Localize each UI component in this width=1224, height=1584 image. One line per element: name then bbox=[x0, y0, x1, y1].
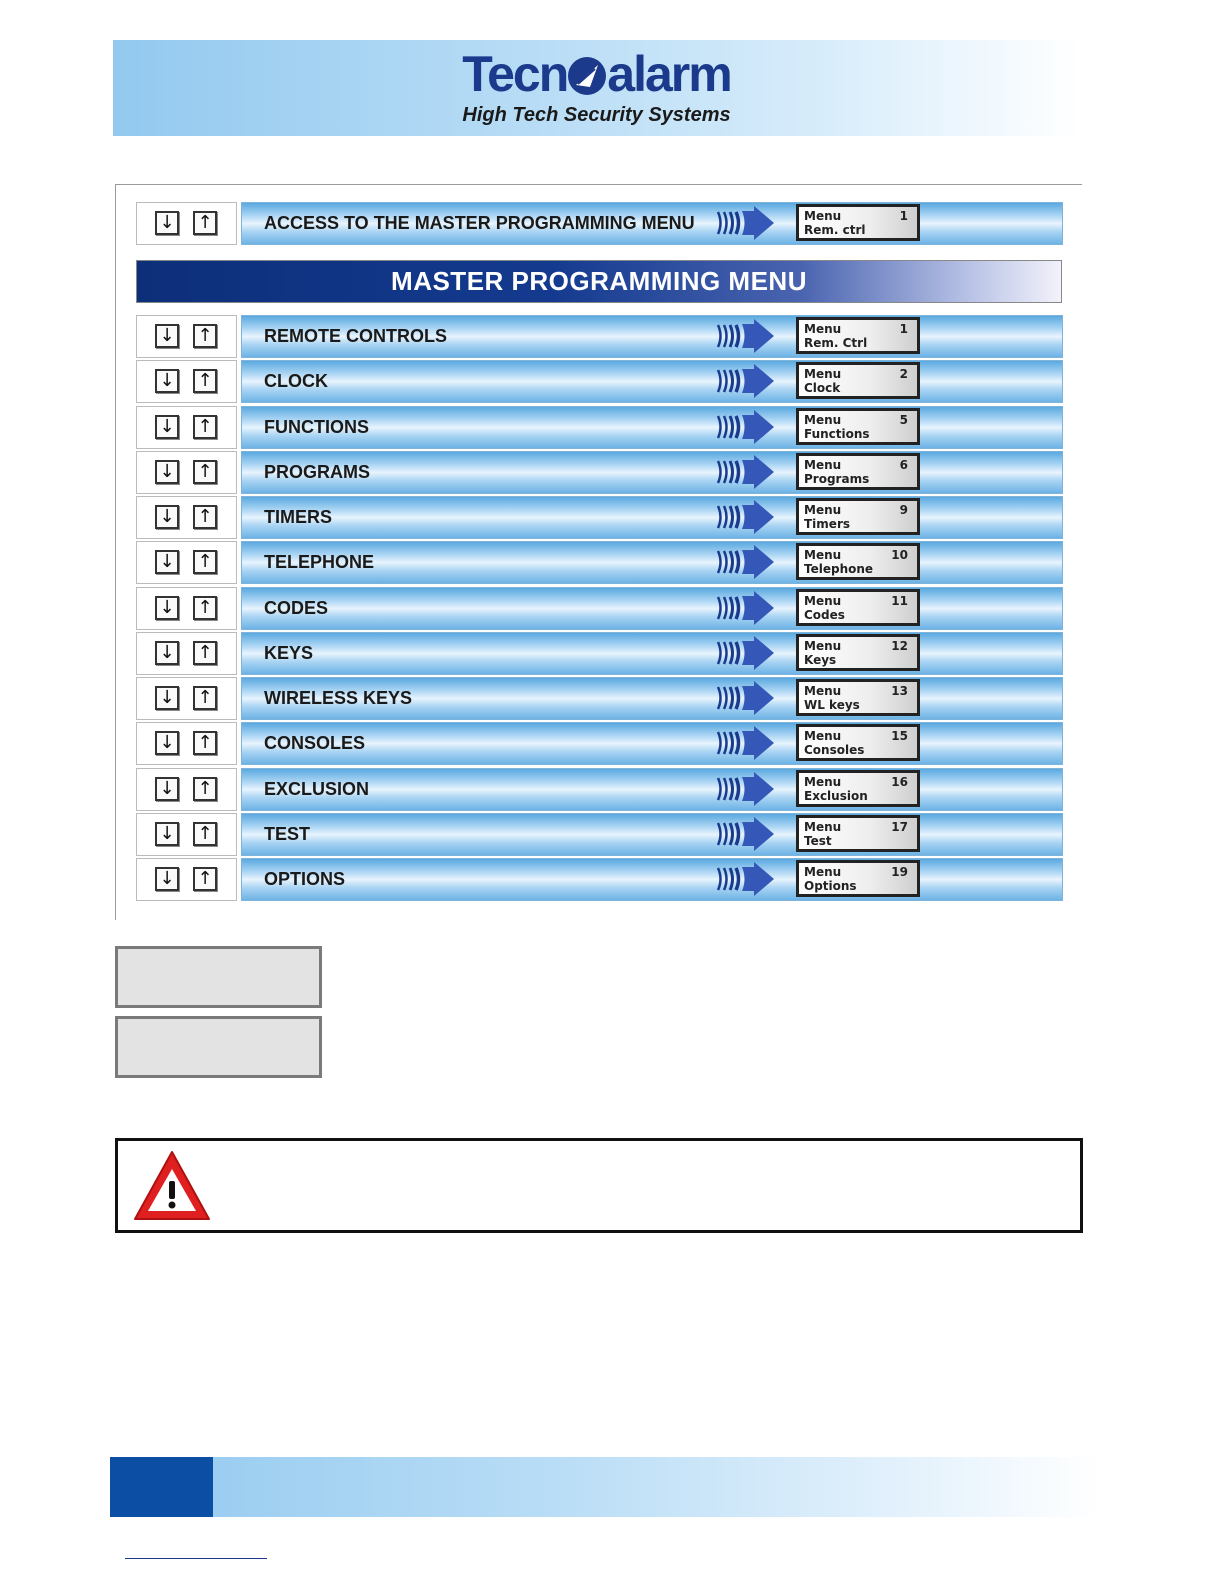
up-arrow-key-icon: ↑ bbox=[193, 731, 217, 755]
down-arrow-key-icon: ↓ bbox=[155, 641, 179, 665]
row-label: KEYS bbox=[264, 643, 314, 663]
down-arrow-key-icon: ↓ bbox=[155, 211, 179, 235]
up-arrow-key-icon: ↑ bbox=[193, 641, 217, 665]
key-cell bbox=[136, 315, 237, 358]
menu-display bbox=[796, 724, 920, 761]
menu-display bbox=[796, 860, 920, 897]
menu-row bbox=[136, 768, 1062, 811]
key-cell bbox=[136, 541, 237, 584]
down-arrow-key-icon: ↓ bbox=[155, 596, 179, 620]
menu-row bbox=[136, 360, 1062, 403]
menu-number: 10 bbox=[891, 548, 908, 562]
chevron-arrow-icon bbox=[714, 319, 776, 358]
up-arrow-key-icon: ↑ bbox=[193, 822, 217, 846]
key-cell bbox=[136, 360, 237, 403]
up-arrow-key-icon: ↑ bbox=[193, 686, 217, 710]
menu-name: Rem. ctrl bbox=[804, 223, 866, 237]
menu-row bbox=[136, 451, 1062, 494]
menu-name: Timers bbox=[804, 517, 851, 531]
menu-word: Menu bbox=[804, 548, 842, 562]
up-arrow-key-icon: ↑ bbox=[193, 505, 217, 529]
menu-name: Exclusion bbox=[804, 789, 868, 803]
menu-word: Menu bbox=[804, 413, 842, 427]
menu-display bbox=[796, 634, 920, 671]
key-cell bbox=[136, 768, 237, 811]
chevron-arrow-icon bbox=[714, 500, 776, 539]
menu-number: 1 bbox=[899, 322, 908, 336]
menu-number: 19 bbox=[891, 865, 908, 879]
key-cell bbox=[136, 858, 237, 901]
menu-display bbox=[796, 453, 920, 490]
menu-display bbox=[796, 543, 920, 580]
menu-word: Menu bbox=[804, 322, 842, 336]
menu-number: 16 bbox=[891, 775, 908, 789]
down-arrow-key-icon: ↓ bbox=[155, 415, 179, 439]
menu-row bbox=[136, 722, 1062, 765]
menu-bar bbox=[241, 858, 1063, 901]
menu-word: Menu bbox=[804, 458, 842, 472]
row-label: TEST bbox=[264, 824, 311, 844]
menu-number: 11 bbox=[891, 594, 908, 608]
menu-display bbox=[796, 408, 920, 445]
menu-number: 6 bbox=[899, 458, 908, 472]
menu-row bbox=[136, 406, 1062, 449]
menu-number: 1 bbox=[899, 209, 908, 223]
row-label: ACCESS TO THE MASTER PROGRAMMING MENU bbox=[264, 213, 695, 233]
menu-name: Consoles bbox=[804, 743, 865, 757]
menu-bar bbox=[241, 813, 1063, 856]
row-label: FUNCTIONS bbox=[264, 417, 369, 437]
down-arrow-key-icon: ↓ bbox=[155, 324, 179, 348]
menu-row bbox=[136, 587, 1062, 630]
menu-name: Functions bbox=[804, 427, 870, 441]
menu-word: Menu bbox=[804, 209, 842, 223]
logo-text-left: Tecn bbox=[462, 46, 568, 102]
up-arrow-key-icon: ↑ bbox=[193, 211, 217, 235]
menu-row bbox=[136, 315, 1062, 358]
menu-name: WL keys bbox=[804, 698, 860, 712]
menu-row bbox=[136, 858, 1062, 901]
menu-name: Codes bbox=[804, 608, 845, 622]
down-arrow-key-icon: ↓ bbox=[155, 822, 179, 846]
chevron-arrow-icon bbox=[714, 410, 776, 449]
display-box-1 bbox=[115, 946, 322, 1008]
menu-word: Menu bbox=[804, 684, 842, 698]
menu-name: Telephone bbox=[804, 562, 874, 576]
menu-display bbox=[796, 362, 920, 399]
menu-bar bbox=[241, 677, 1063, 720]
chevron-arrow-icon bbox=[714, 636, 776, 675]
menu-word: Menu bbox=[804, 503, 842, 517]
menu-bar bbox=[241, 451, 1063, 494]
menu-name: Clock bbox=[804, 381, 841, 395]
menu-name: Test bbox=[804, 834, 832, 848]
row-label: CLOCK bbox=[264, 371, 328, 391]
down-arrow-key-icon: ↓ bbox=[155, 550, 179, 574]
menu-bar bbox=[241, 632, 1063, 675]
key-cell bbox=[136, 202, 237, 245]
warning-box bbox=[115, 1138, 1083, 1233]
header-banner bbox=[113, 40, 1080, 136]
up-arrow-key-icon: ↑ bbox=[193, 324, 217, 348]
chevron-arrow-icon bbox=[714, 726, 776, 765]
menu-display bbox=[796, 770, 920, 807]
key-cell bbox=[136, 677, 237, 720]
key-cell bbox=[136, 813, 237, 856]
key-cell bbox=[136, 587, 237, 630]
menu-display bbox=[796, 498, 920, 535]
footer-page-block bbox=[110, 1457, 213, 1517]
down-arrow-key-icon: ↓ bbox=[155, 505, 179, 529]
up-arrow-key-icon: ↑ bbox=[193, 369, 217, 393]
row-label: TELEPHONE bbox=[264, 552, 375, 572]
chevron-arrow-icon bbox=[714, 772, 776, 811]
menu-number: 17 bbox=[891, 820, 908, 834]
access-menu-row bbox=[136, 202, 1062, 245]
menu-number: 15 bbox=[891, 729, 908, 743]
row-label: TIMERS bbox=[264, 507, 333, 527]
master-menu-title: MASTER PROGRAMMING MENU bbox=[136, 260, 1062, 303]
down-arrow-key-icon: ↓ bbox=[155, 731, 179, 755]
chevron-arrow-icon bbox=[714, 591, 776, 630]
chevron-arrow-icon bbox=[714, 817, 776, 856]
up-arrow-key-icon: ↑ bbox=[193, 777, 217, 801]
row-label: CODES bbox=[264, 598, 329, 618]
menu-word: Menu bbox=[804, 820, 842, 834]
menu-row bbox=[136, 541, 1062, 584]
up-arrow-key-icon: ↑ bbox=[193, 550, 217, 574]
up-arrow-key-icon: ↑ bbox=[193, 415, 217, 439]
row-label: REMOTE CONTROLS bbox=[264, 326, 447, 346]
menu-word: Menu bbox=[804, 594, 842, 608]
tecnoalarm-logo bbox=[113, 44, 1080, 104]
tagline: High Tech Security Systems bbox=[462, 104, 731, 126]
logo-text-right: alarm bbox=[607, 46, 731, 102]
menu-bar bbox=[241, 722, 1063, 765]
menu-name: Rem. Ctrl bbox=[804, 336, 868, 350]
menu-display bbox=[796, 679, 920, 716]
menu-bar bbox=[241, 587, 1063, 630]
menu-row bbox=[136, 632, 1062, 675]
menu-number: 9 bbox=[899, 503, 908, 517]
footer-bar bbox=[110, 1457, 1100, 1517]
menu-display bbox=[796, 317, 920, 354]
key-cell bbox=[136, 406, 237, 449]
up-arrow-key-icon: ↑ bbox=[193, 867, 217, 891]
chevron-arrow-icon bbox=[714, 206, 776, 245]
menu-word: Menu bbox=[804, 729, 842, 743]
chevron-arrow-icon bbox=[714, 364, 776, 403]
down-arrow-key-icon: ↓ bbox=[155, 369, 179, 393]
key-cell bbox=[136, 496, 237, 539]
menu-display bbox=[796, 204, 920, 241]
down-arrow-key-icon: ↓ bbox=[155, 777, 179, 801]
menu-word: Menu bbox=[804, 775, 842, 789]
row-label: CONSOLES bbox=[264, 733, 366, 753]
key-cell bbox=[136, 632, 237, 675]
menu-bar bbox=[241, 315, 1063, 358]
menu-bar bbox=[241, 360, 1063, 403]
menu-bar bbox=[241, 768, 1063, 811]
display-box-2 bbox=[115, 1016, 322, 1078]
row-label: EXCLUSION bbox=[264, 779, 370, 799]
down-arrow-key-icon: ↓ bbox=[155, 867, 179, 891]
menu-word: Menu bbox=[804, 639, 842, 653]
menu-word: Menu bbox=[804, 865, 842, 879]
down-arrow-key-icon: ↓ bbox=[155, 460, 179, 484]
menu-display bbox=[796, 815, 920, 852]
menu-number: 13 bbox=[891, 684, 908, 698]
chevron-arrow-icon bbox=[714, 545, 776, 584]
chevron-arrow-icon bbox=[714, 681, 776, 720]
up-arrow-key-icon: ↑ bbox=[193, 596, 217, 620]
chevron-arrow-icon bbox=[714, 455, 776, 494]
footer-rule bbox=[125, 1558, 267, 1559]
down-arrow-key-icon: ↓ bbox=[155, 686, 179, 710]
menu-row bbox=[136, 677, 1062, 720]
menu-number: 2 bbox=[899, 367, 908, 381]
menu-display bbox=[796, 589, 920, 626]
row-label: PROGRAMS bbox=[264, 462, 371, 482]
menu-name: Programs bbox=[804, 472, 870, 486]
menu-name: Keys bbox=[804, 653, 837, 667]
menu-number: 12 bbox=[891, 639, 908, 653]
menu-bar bbox=[241, 496, 1063, 539]
menu-bar bbox=[241, 406, 1063, 449]
menu-number: 5 bbox=[899, 413, 908, 427]
row-label: OPTIONS bbox=[264, 869, 346, 889]
warning-triangle-icon bbox=[132, 1149, 212, 1228]
logo-swoosh-icon bbox=[568, 57, 606, 95]
row-label: WIRELESS KEYS bbox=[264, 688, 413, 708]
menu-word: Menu bbox=[804, 367, 842, 381]
chevron-arrow-icon bbox=[714, 862, 776, 901]
menu-row bbox=[136, 813, 1062, 856]
menu-bar bbox=[241, 202, 1063, 245]
menu-name: Options bbox=[804, 879, 857, 893]
menu-bar bbox=[241, 541, 1063, 584]
key-cell bbox=[136, 722, 237, 765]
up-arrow-key-icon: ↑ bbox=[193, 460, 217, 484]
key-cell bbox=[136, 451, 237, 494]
menu-row bbox=[136, 496, 1062, 539]
